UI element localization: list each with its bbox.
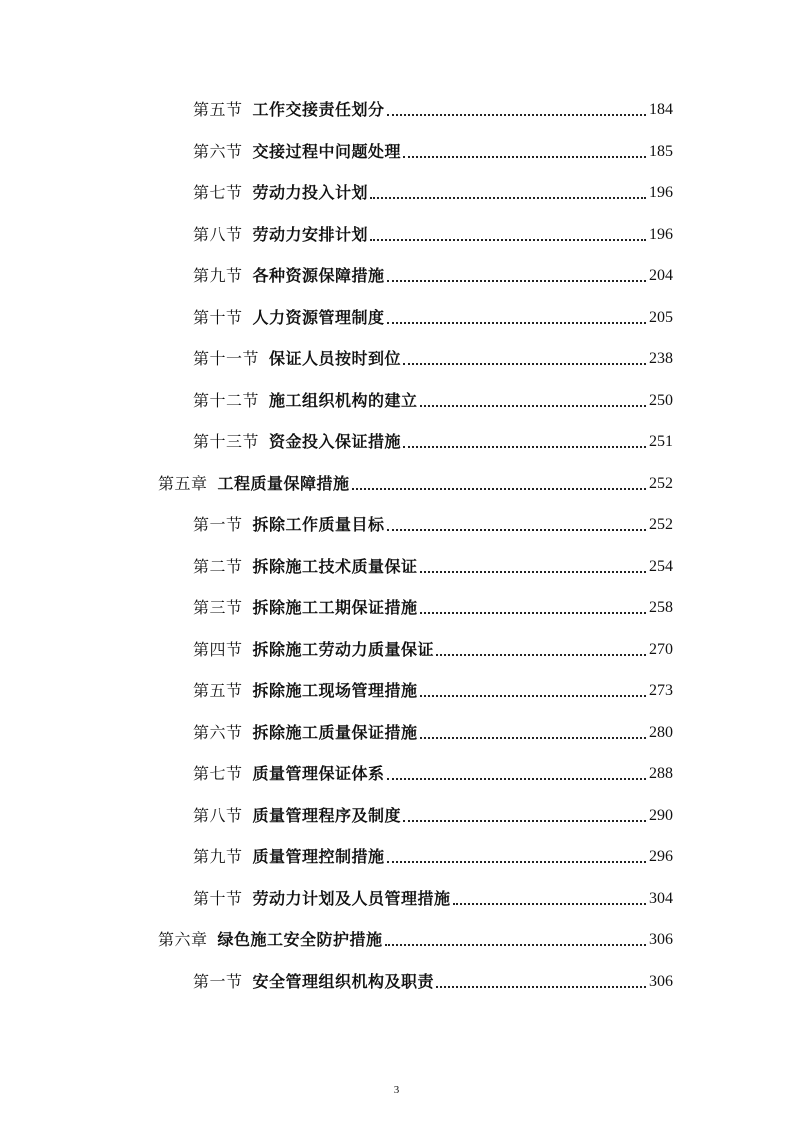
toc-entry-number: 第九节 <box>193 266 243 285</box>
toc-entry-number: 第七节 <box>193 764 243 783</box>
toc-entry-page: 258 <box>649 599 673 616</box>
toc-entry-page: 184 <box>649 101 673 118</box>
toc-entry-number: 第六节 <box>193 722 243 742</box>
toc-dot-leader <box>352 488 646 490</box>
toc-entry-number: 第五章 <box>158 473 208 493</box>
toc-entry-page: 196 <box>649 184 673 201</box>
toc-entry-page: 252 <box>649 474 673 492</box>
toc-dot-leader <box>370 197 646 199</box>
toc-entry-number: 第一节 <box>193 971 243 991</box>
toc-dot-leader <box>420 695 646 697</box>
toc-chapter-entry[interactable] <box>158 464 673 494</box>
toc-entry-page: 273 <box>649 682 673 699</box>
toc-dot-leader <box>420 571 646 573</box>
toc-entry-page: 290 <box>649 806 673 824</box>
toc-dot-leader <box>403 446 646 448</box>
toc-section-entry[interactable] <box>193 588 673 618</box>
toc-dot-leader <box>387 322 646 324</box>
toc-entry-number: 第二节 <box>193 556 243 576</box>
toc-entry-title: 保证人员按时到位 <box>269 349 402 368</box>
toc-dot-leader <box>387 280 646 282</box>
toc-entry-title: 拆除施工技术质量保证 <box>252 556 418 576</box>
toc-section-entry[interactable] <box>193 547 673 577</box>
toc-dot-leader <box>436 654 646 656</box>
toc-entry-title: 质量管理程序及制度 <box>252 805 402 825</box>
toc-entry-title: 劳动力计划及人员管理措施 <box>252 888 451 908</box>
toc-entry-page: 304 <box>649 889 673 907</box>
toc-entry-title: 工程质量保障措施 <box>217 473 350 493</box>
toc-dot-leader <box>420 405 646 407</box>
toc-section-entry[interactable] <box>193 505 673 535</box>
toc-entry-page: 306 <box>649 972 673 990</box>
toc-dot-leader <box>385 944 646 946</box>
toc-entry-number: 第十三节 <box>193 432 260 451</box>
toc-dot-leader <box>436 986 646 988</box>
toc-entry-page: 252 <box>649 516 673 533</box>
toc-dot-leader <box>403 820 646 822</box>
toc-entry-number: 第十节 <box>193 307 243 327</box>
toc-dot-leader <box>387 778 646 780</box>
toc-entry-page: 288 <box>649 765 673 782</box>
toc-section-entry[interactable] <box>193 173 673 203</box>
toc-entry-page: 251 <box>649 433 673 450</box>
toc-entry-number: 第八节 <box>193 805 243 825</box>
toc-entry-title: 拆除施工劳动力质量保证 <box>252 639 435 659</box>
toc-section-entry[interactable] <box>193 215 673 245</box>
toc-dot-leader <box>387 529 646 531</box>
toc-entry-title: 安全管理组织机构及职责 <box>252 971 435 991</box>
toc-section-entry[interactable] <box>193 381 673 411</box>
toc-entry-title: 质量管理控制措施 <box>252 847 385 866</box>
toc-entry-number: 第五节 <box>193 681 243 700</box>
toc-entry-page: 196 <box>649 225 673 243</box>
toc-section-entry[interactable] <box>193 630 673 660</box>
toc-section-entry[interactable] <box>193 132 673 162</box>
toc-section-entry[interactable] <box>193 90 673 120</box>
toc-entry-title: 交接过程中问题处理 <box>252 141 402 161</box>
toc-entry-title: 劳动力安排计划 <box>252 224 369 244</box>
toc-section-entry[interactable] <box>193 837 673 867</box>
toc-entry-number: 第十一节 <box>193 349 260 368</box>
toc-entry-title: 拆除施工现场管理措施 <box>252 681 418 700</box>
toc-section-entry[interactable] <box>193 256 673 286</box>
toc-entry-number: 第六节 <box>193 141 243 161</box>
toc-entry-title: 拆除施工工期保证措施 <box>252 598 418 617</box>
toc-section-entry[interactable] <box>193 298 673 328</box>
toc-dot-leader <box>420 612 646 614</box>
toc-entry-number: 第三节 <box>193 598 243 617</box>
page-number: 3 <box>393 1084 400 1096</box>
toc-entry-title: 绿色施工安全防护措施 <box>217 930 383 949</box>
toc-entry-number: 第四节 <box>193 639 243 659</box>
toc-dot-leader <box>387 861 646 863</box>
toc-entry-number: 第八节 <box>193 224 243 244</box>
toc-section-entry[interactable] <box>193 879 673 909</box>
toc-entry-number: 第九节 <box>193 847 243 866</box>
toc-entry-page: 280 <box>649 723 673 741</box>
toc-dot-leader <box>403 363 646 365</box>
toc-entry-page: 204 <box>649 267 673 284</box>
toc-section-entry[interactable] <box>193 754 673 784</box>
toc-entry-page: 205 <box>649 308 673 326</box>
toc-section-entry[interactable] <box>193 796 673 826</box>
toc-section-entry[interactable] <box>193 671 673 701</box>
toc-dot-leader <box>420 737 646 739</box>
toc-section-entry[interactable] <box>193 962 673 992</box>
toc-entry-number: 第七节 <box>193 183 243 202</box>
toc-entry-number: 第十二节 <box>193 390 260 410</box>
toc-section-entry[interactable] <box>193 713 673 743</box>
toc-entry-page: 238 <box>649 350 673 367</box>
toc-entry-page: 270 <box>649 640 673 658</box>
toc-entry-title: 各种资源保障措施 <box>252 266 385 285</box>
toc-entry-page: 306 <box>649 931 673 948</box>
toc-section-entry[interactable] <box>193 339 673 369</box>
toc-dot-leader <box>403 156 646 158</box>
toc-dot-leader <box>370 239 646 241</box>
toc-entry-number: 第六章 <box>158 930 208 949</box>
toc-entry-number: 第十节 <box>193 888 243 908</box>
toc-entry-title: 质量管理保证体系 <box>252 764 385 783</box>
toc-entry-title: 人力资源管理制度 <box>252 307 385 327</box>
toc-entry-title: 施工组织机构的建立 <box>269 390 418 410</box>
toc-section-entry[interactable] <box>193 422 673 452</box>
toc-entry-page: 185 <box>649 142 673 160</box>
toc-entry-title: 资金投入保证措施 <box>269 432 402 451</box>
toc-entry-title: 劳动力投入计划 <box>252 183 369 202</box>
toc-entry-title: 拆除施工质量保证措施 <box>252 722 418 742</box>
toc-dot-leader <box>453 903 646 905</box>
toc-entry-page: 250 <box>649 391 673 409</box>
toc-entry-number: 第五节 <box>193 100 243 119</box>
toc-entry-number: 第一节 <box>193 515 243 534</box>
toc-entry-page: 296 <box>649 848 673 865</box>
toc-dot-leader <box>387 114 646 116</box>
toc-entry-page: 254 <box>649 557 673 575</box>
toc-chapter-entry[interactable] <box>158 920 673 950</box>
toc-entry-title: 拆除工作质量目标 <box>252 515 385 534</box>
toc-entry-title: 工作交接责任划分 <box>252 100 385 119</box>
